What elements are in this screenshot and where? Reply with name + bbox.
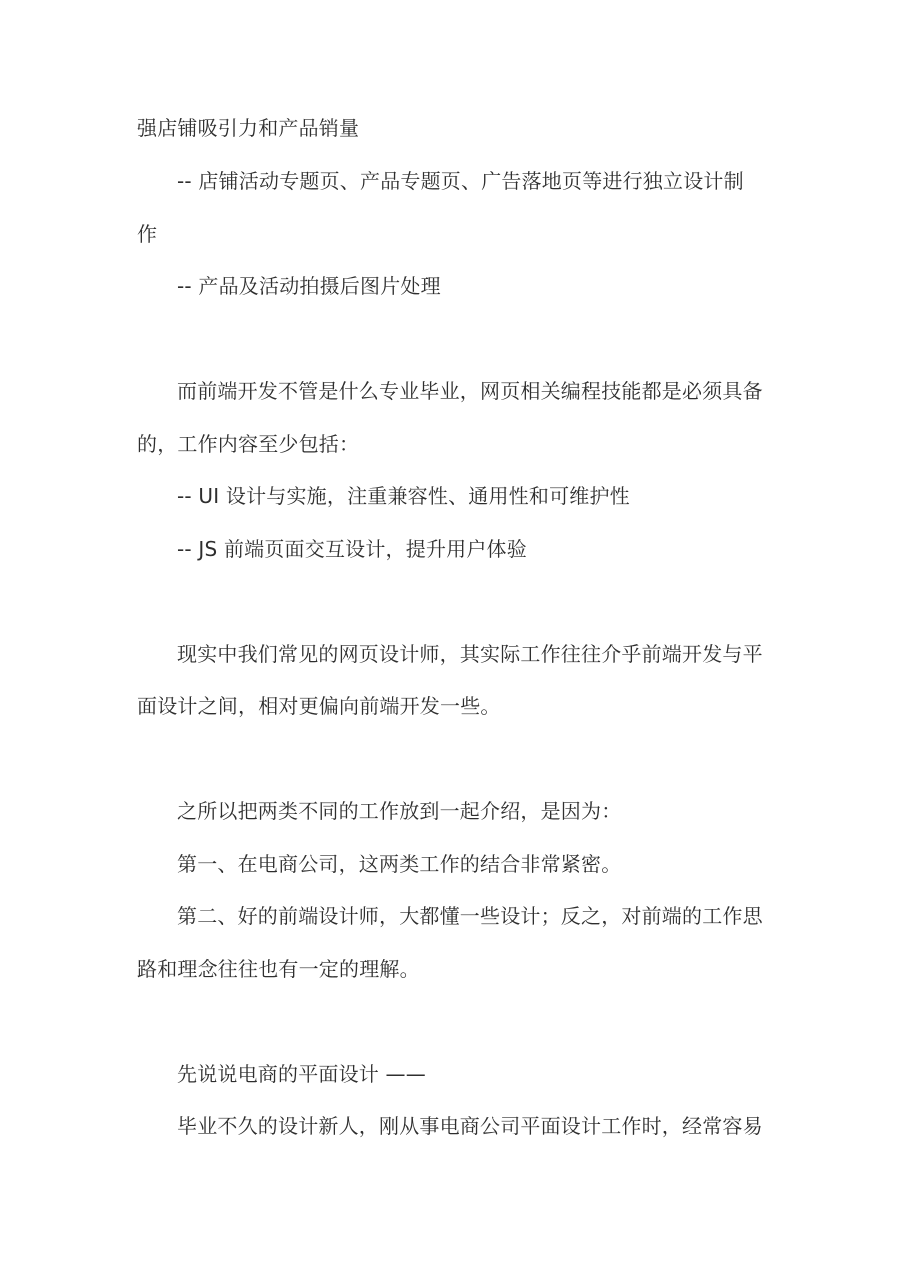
text-line: 之所以把两类不同的工作放到一起介绍，是因为： — [177, 799, 622, 823]
text-line: 毕业不久的设计新人，刚从事电商公司平面设计工作时，经常容易 — [177, 1114, 763, 1138]
text-line: -- 店铺活动专题页、产品专题页、广告落地页等进行独立设计制 — [177, 169, 744, 193]
text-line: 面设计之间，相对更偏向前端开发一些。 — [137, 694, 501, 718]
text-line: 现实中我们常见的网页设计师，其实际工作往往介乎前端开发与平 — [177, 642, 763, 666]
text-line: 先说说电商的平面设计 —— — [177, 1062, 426, 1086]
text-line: -- 产品及活动拍摄后图片处理 — [177, 274, 441, 298]
text-line: 第二、好的前端设计师，大都懂一些设计；反之，对前端的工作思 — [177, 904, 763, 928]
text-line: 路和理念往往也有一定的理解。 — [137, 957, 420, 981]
text-line: 的，工作内容至少包括： — [137, 432, 360, 456]
text-line: -- JS 前端页面交互设计，提升用户体验 — [177, 537, 527, 561]
text-line: -- UI 设计与实施，注重兼容性、通用性和可维护性 — [177, 484, 630, 508]
text-line: 而前端开发不管是什么专业毕业，网页相关编程技能都是必须具备 — [177, 379, 763, 403]
text-line: 强店铺吸引力和产品销量 — [137, 116, 360, 140]
text-line: 作 — [137, 222, 158, 246]
text-line: 第一、在电商公司，这两类工作的结合非常紧密。 — [177, 852, 622, 876]
